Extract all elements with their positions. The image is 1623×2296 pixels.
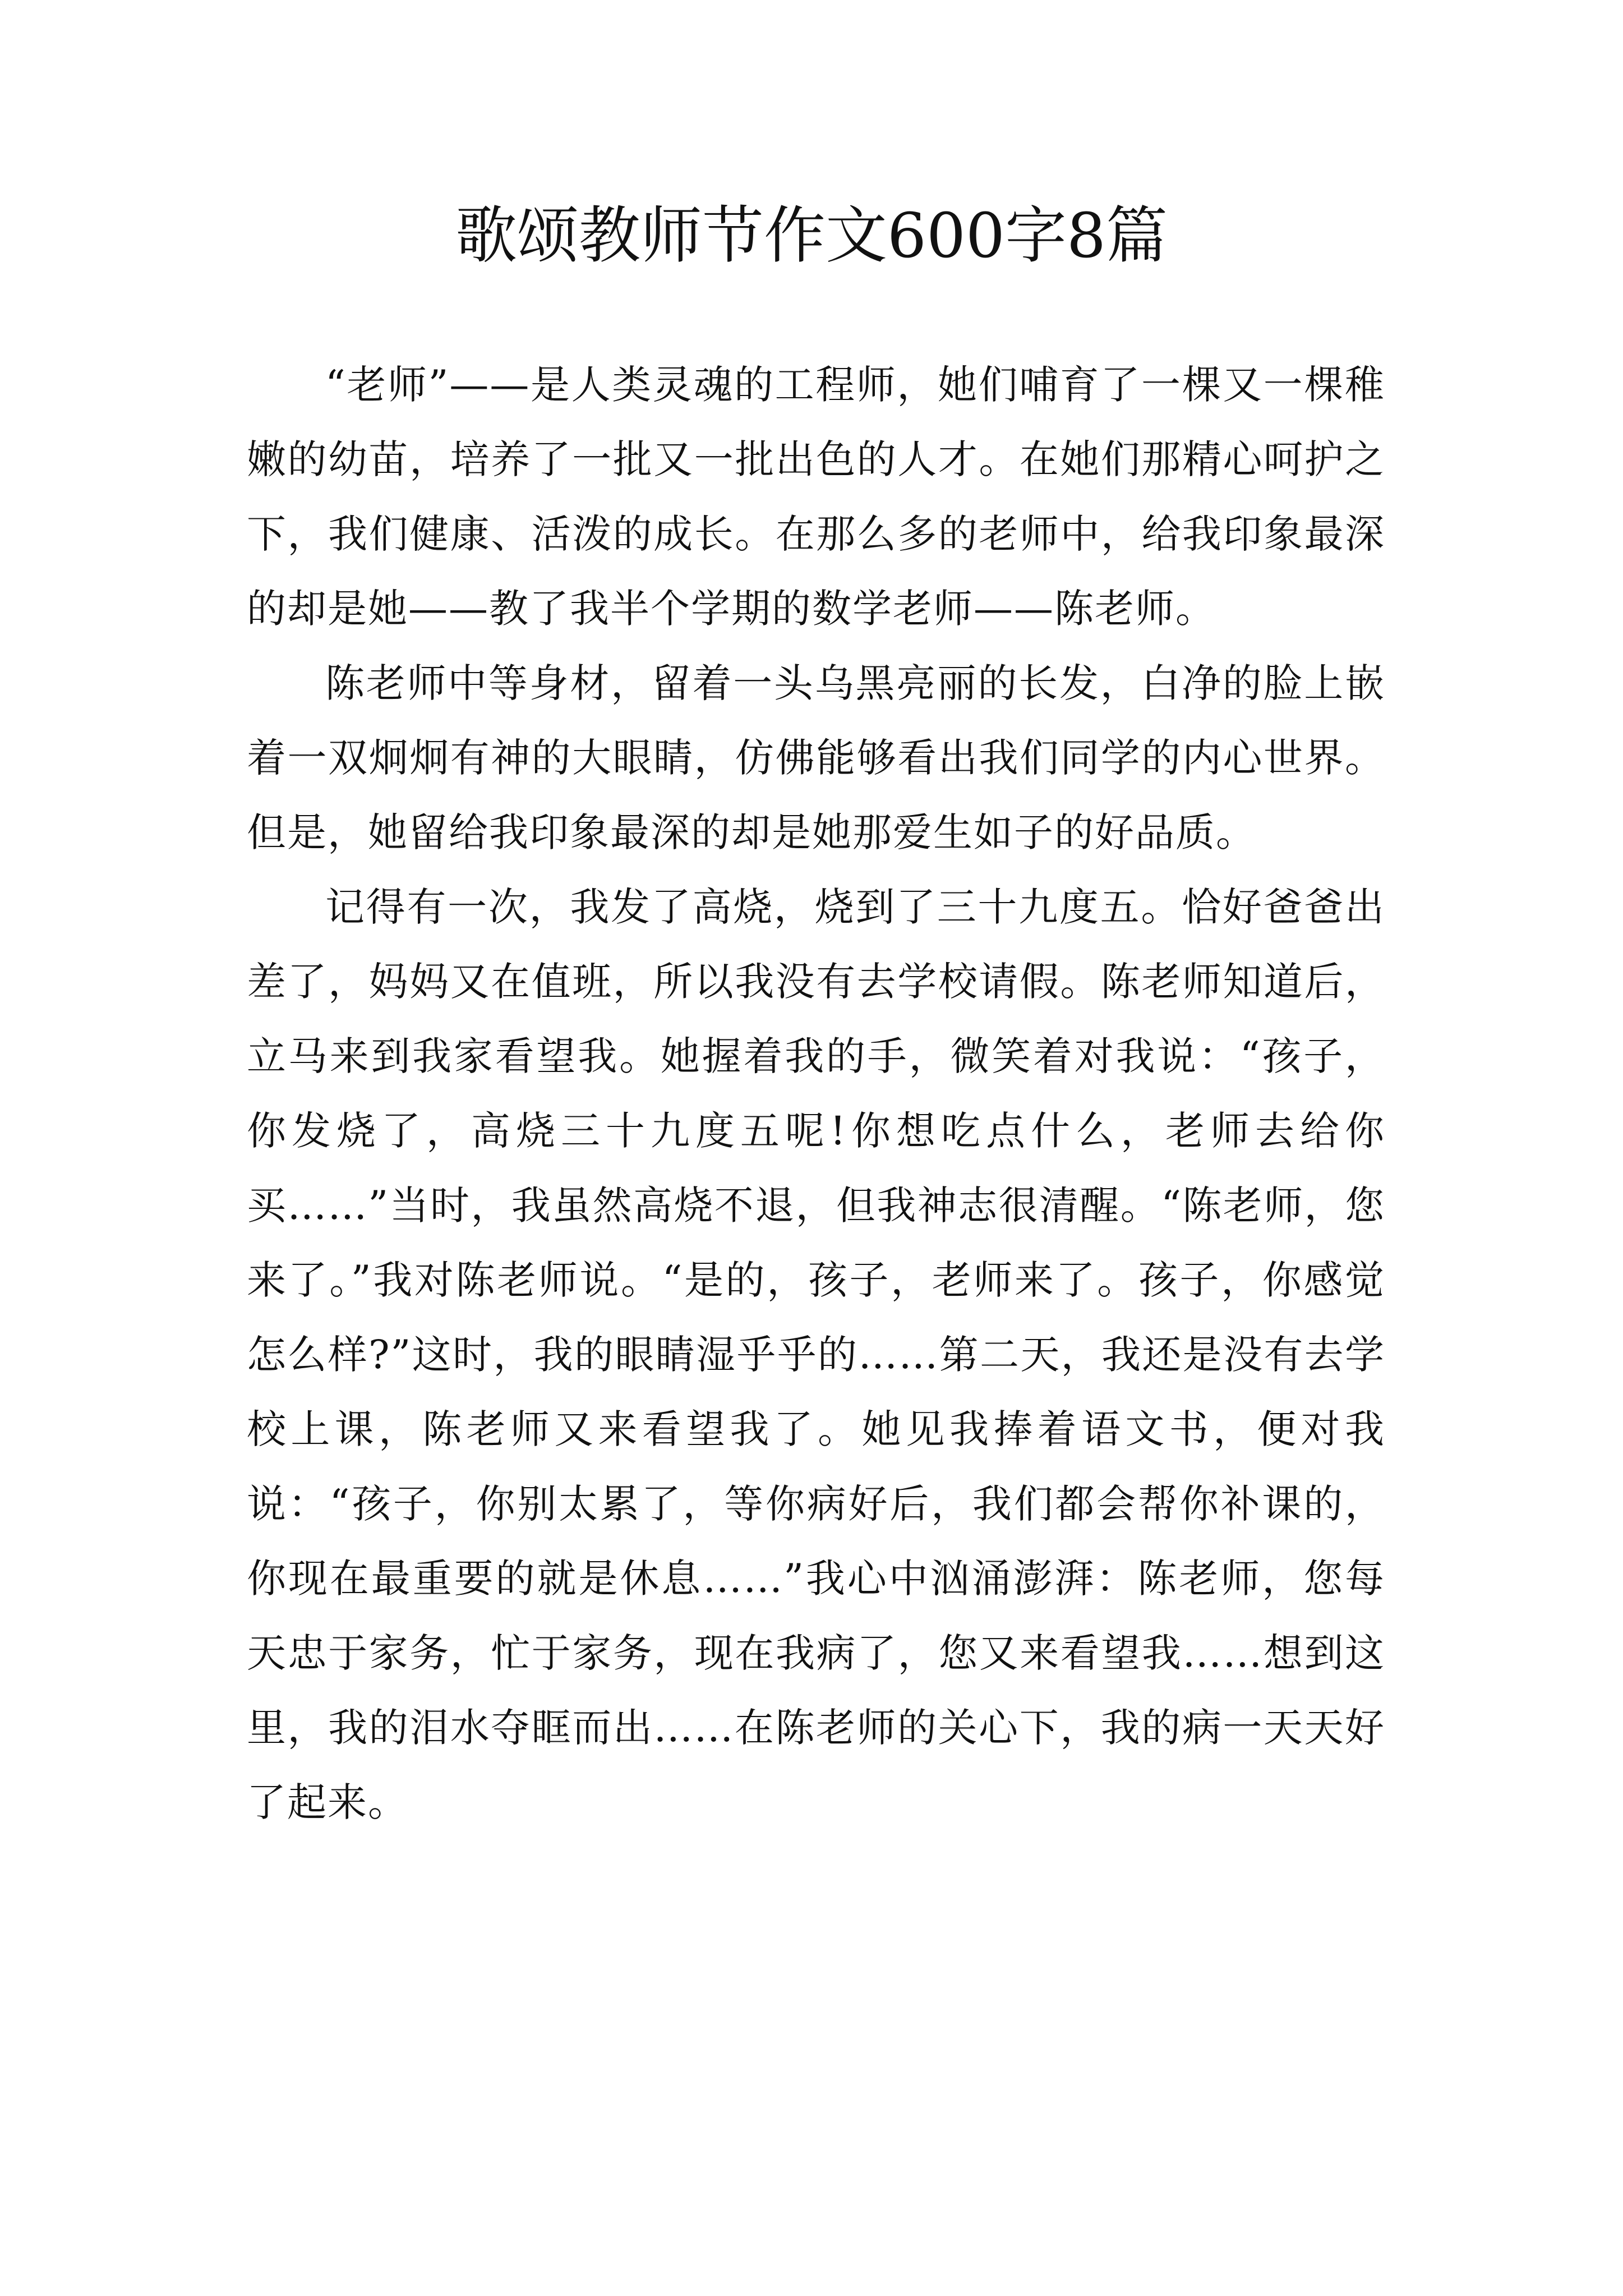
paragraph-1: “老师”——是人类灵魂的工程师，她们哺育了一棵又一棵稚嫩的幼苗，培养了一批又一批出色的人才。在她们那精心呵护之下，我们健康、活泼的成长。在那么多的老师中，给我印象最深的却是她——教了我半个学期的数学老师——陈老师。 [247, 362, 1385, 632]
document-title: 歌颂教师节作文600字8篇 [455, 200, 1168, 272]
paragraph-3: 记得有一次，我发了高烧，烧到了三十九度五。恰好爸爸出差了，妈妈又在值班，所以我没有去学校请假。陈老师知道后，立马来到我家看望我。她握着我的手，微笑着对我说：“孩子，你发烧了，高烧三十九度五呢!你想吃点什么，老师去给你买……”当时，我虽然高烧不退，但我神志很清醒。“陈老师，您来了。”我对陈老师说。“是的，孩子，老师来了。孩子，你感觉怎么样?”这时，我的眼睛湿乎乎的……第二天，我还是没有去学校上课，陈老师又来看望我了。她见我捧着语文书，便对我说：“孩子，你别太累了，等你病好后，我们都会帮你补课的，你现在最重要的就是休息……”我心中汹涌澎湃：陈老师，您每天忠于家务，忙于家务，现在我病了，您又来看望我……想到这里，我的泪水夺眶而出……在陈老师的关心下，我的病一天天好了起来。 [247, 884, 1385, 1825]
paragraph-2: 陈老师中等身材，留着一头乌黑亮丽的长发，白净的脸上嵌着一双炯炯有神的大眼睛，仿佛能够看出我们同学的内心世界。但是，她留给我印象最深的却是她那爱生如子的好品质。 [247, 660, 1385, 855]
document-body [247, 348, 1385, 1840]
